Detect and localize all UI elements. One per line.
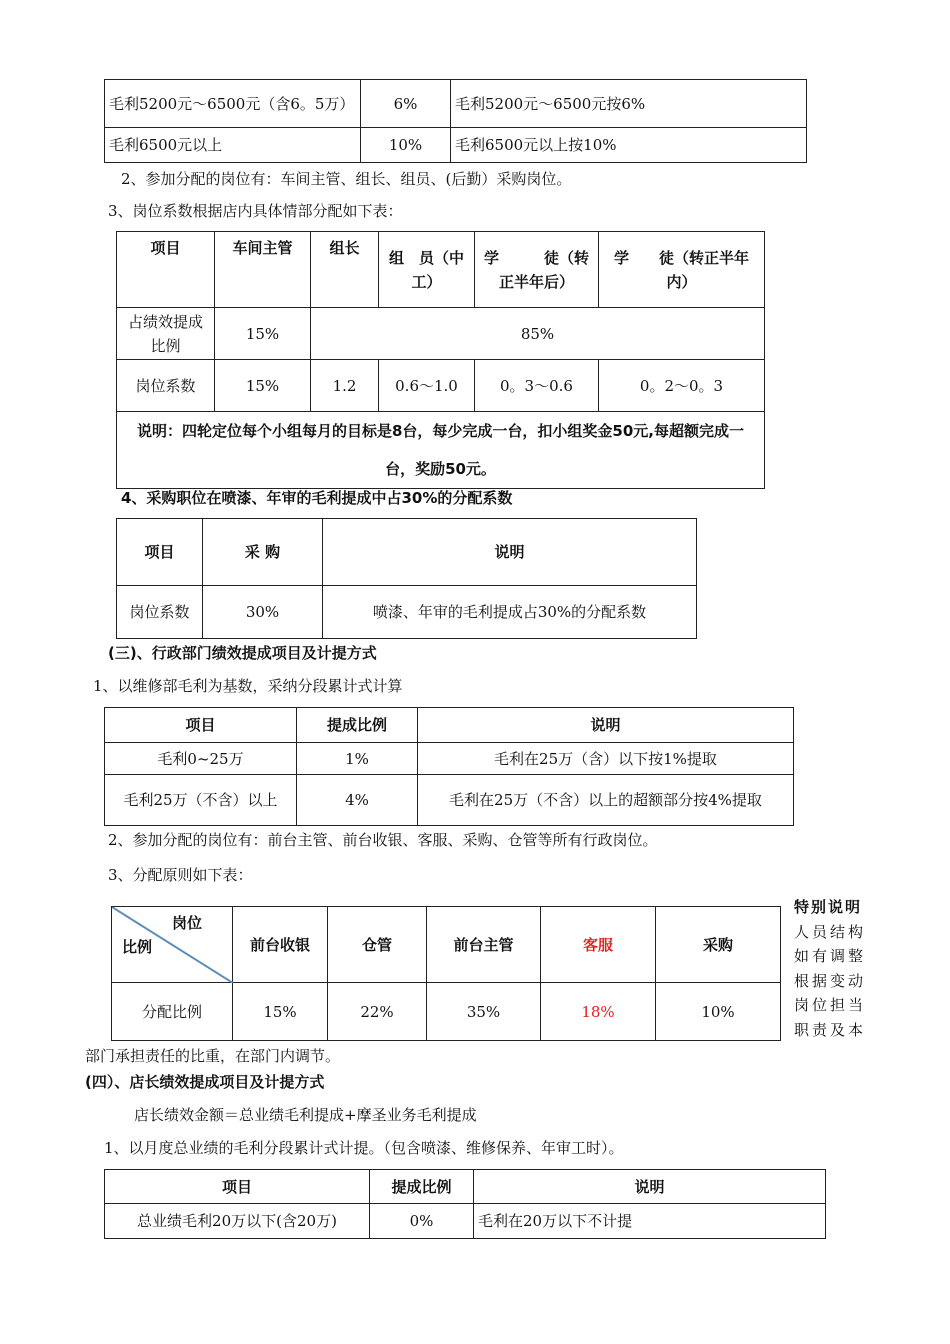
corner-top-label: 岗位 <box>172 914 203 932</box>
table-cell: 85% <box>311 308 765 360</box>
table-header: 仓管 <box>328 907 427 983</box>
table-note: 说明：四轮定位每个小组每月的目标是8台，每少完成一台，扣小组奖金50元,每超额完成一台，奖励50元。 <box>117 412 765 489</box>
admin-commission-table <box>104 707 794 826</box>
table-cell: 4% <box>297 775 418 826</box>
side-note-title: 特别说明 <box>794 898 863 916</box>
table-header: 前台收银 <box>233 907 328 983</box>
table-cell: 岗位系数 <box>117 586 203 639</box>
section-heading: (四）、店长绩效提成项目及计提方式 <box>85 1073 325 1091</box>
table-cell: 毛利在20万以下不计提 <box>474 1204 826 1239</box>
table-cell: 0% <box>370 1204 474 1239</box>
table-cell: 10% <box>656 983 781 1041</box>
table-header: 提成比例 <box>297 708 418 743</box>
distribution-table <box>111 906 781 1041</box>
paragraph: 2、参加分配的岗位有：车间主管、组长、组员、(后勤）采购岗位。 <box>121 170 572 188</box>
table-cell: 15% <box>215 308 311 360</box>
table-cell: 毛利6500元以上 <box>105 128 361 163</box>
section-heading: (三)、行政部门绩效提成项目及计提方式 <box>108 644 377 662</box>
table-header: 项目 <box>117 519 203 586</box>
table-header: 客服 <box>541 907 656 983</box>
table-cell: 0.6～1.0 <box>379 360 475 412</box>
side-note-line: 岗位担当 <box>794 996 867 1014</box>
side-note <box>794 895 870 1042</box>
table-cell: 喷漆、年审的毛利提成占30%的分配系数 <box>323 586 697 639</box>
table-header: 学 徒（转正半年后） <box>475 232 599 308</box>
table-cell: 22% <box>328 983 427 1041</box>
table-cell: 毛利25万（不含）以上 <box>105 775 297 826</box>
table-header: 采购 <box>656 907 781 983</box>
table-cell: 15% <box>233 983 328 1041</box>
paragraph: 3、岗位系数根据店内具体情部分配如下表： <box>108 202 403 220</box>
table-cell: 10% <box>361 128 451 163</box>
table-cell: 6% <box>361 80 451 128</box>
corner-bottom-label: 比例 <box>122 938 153 956</box>
table-cell: 占绩效提成比例 <box>117 308 215 360</box>
table-cell: 毛利在25万（含）以下按1%提取 <box>418 743 794 775</box>
table-cell: 毛利在25万（不含）以上的超额部分按4%提取 <box>418 775 794 826</box>
table-cell: 毛利5200元～6500元按6% <box>451 80 807 128</box>
table-header: 采 购 <box>203 519 323 586</box>
manager-commission-table <box>104 1169 826 1239</box>
side-note-line: 人员结构 <box>794 922 867 941</box>
table-cell: 15% <box>215 360 311 412</box>
table-cell: 毛利5200元～6500元（含6。5万） <box>105 80 361 128</box>
paragraph: 2、参加分配的岗位有：前台主管、前台收银、客服、采购、仓管等所有行政岗位。 <box>108 831 658 849</box>
table-cell: 0。2～0。3 <box>599 360 765 412</box>
table-cell: 18% <box>541 983 656 1041</box>
table-header: 说明 <box>323 519 697 586</box>
table-header: 车间主管 <box>215 232 311 308</box>
table-cell: 岗位系数 <box>117 360 215 412</box>
table-cell: 分配比例 <box>112 983 233 1041</box>
table-header: 提成比例 <box>370 1170 474 1204</box>
table-cell: 30% <box>203 586 323 639</box>
table-cell: 毛利0~25万 <box>105 743 297 775</box>
paragraph: 1、以月度总业绩的毛利分段累计式计提。（包含喷漆、维修保养、年审工时）。 <box>104 1139 624 1157</box>
table-cell: 35% <box>427 983 541 1041</box>
corner-header <box>112 907 233 983</box>
paragraph: 4、采购职位在喷漆、年审的毛利提成中占30%的分配系数 <box>121 489 513 507</box>
side-note-line: 如有调整 <box>794 947 867 965</box>
paragraph: 部门承担责任的比重，在部门内调节。 <box>85 1047 341 1065</box>
table-cell: 0。3～0.6 <box>475 360 599 412</box>
table-cell: 1% <box>297 743 418 775</box>
table-header: 项目 <box>105 1170 370 1204</box>
purchase-coefficient-table <box>116 518 697 639</box>
table-header: 项目 <box>105 708 297 743</box>
table-cell: 毛利6500元以上按10% <box>451 128 807 163</box>
paragraph: 3、分配原则如下表： <box>108 866 253 884</box>
table-header: 组 员（中工） <box>379 232 475 308</box>
table-header: 学 徒（转正半年内） <box>599 232 765 308</box>
side-note-line: 职责及本 <box>794 1020 867 1039</box>
table-header: 项目 <box>117 232 215 308</box>
table-cell: 总业绩毛利20万以下(含20万) <box>105 1204 370 1239</box>
position-coefficient-table <box>116 231 765 489</box>
table-header: 说明 <box>418 708 794 743</box>
paragraph: 1、以维修部毛利为基数，采纳分段累计式计算 <box>93 677 403 695</box>
side-note-line: 根据变动 <box>794 971 867 990</box>
table-cell: 1.2 <box>311 360 379 412</box>
table-header: 组长 <box>311 232 379 308</box>
commission-table-1 <box>104 79 807 163</box>
table-header: 说明 <box>474 1170 826 1204</box>
paragraph: 店长绩效金额＝总业绩毛利提成+摩圣业务毛利提成 <box>134 1106 477 1124</box>
table-header: 前台主管 <box>427 907 541 983</box>
